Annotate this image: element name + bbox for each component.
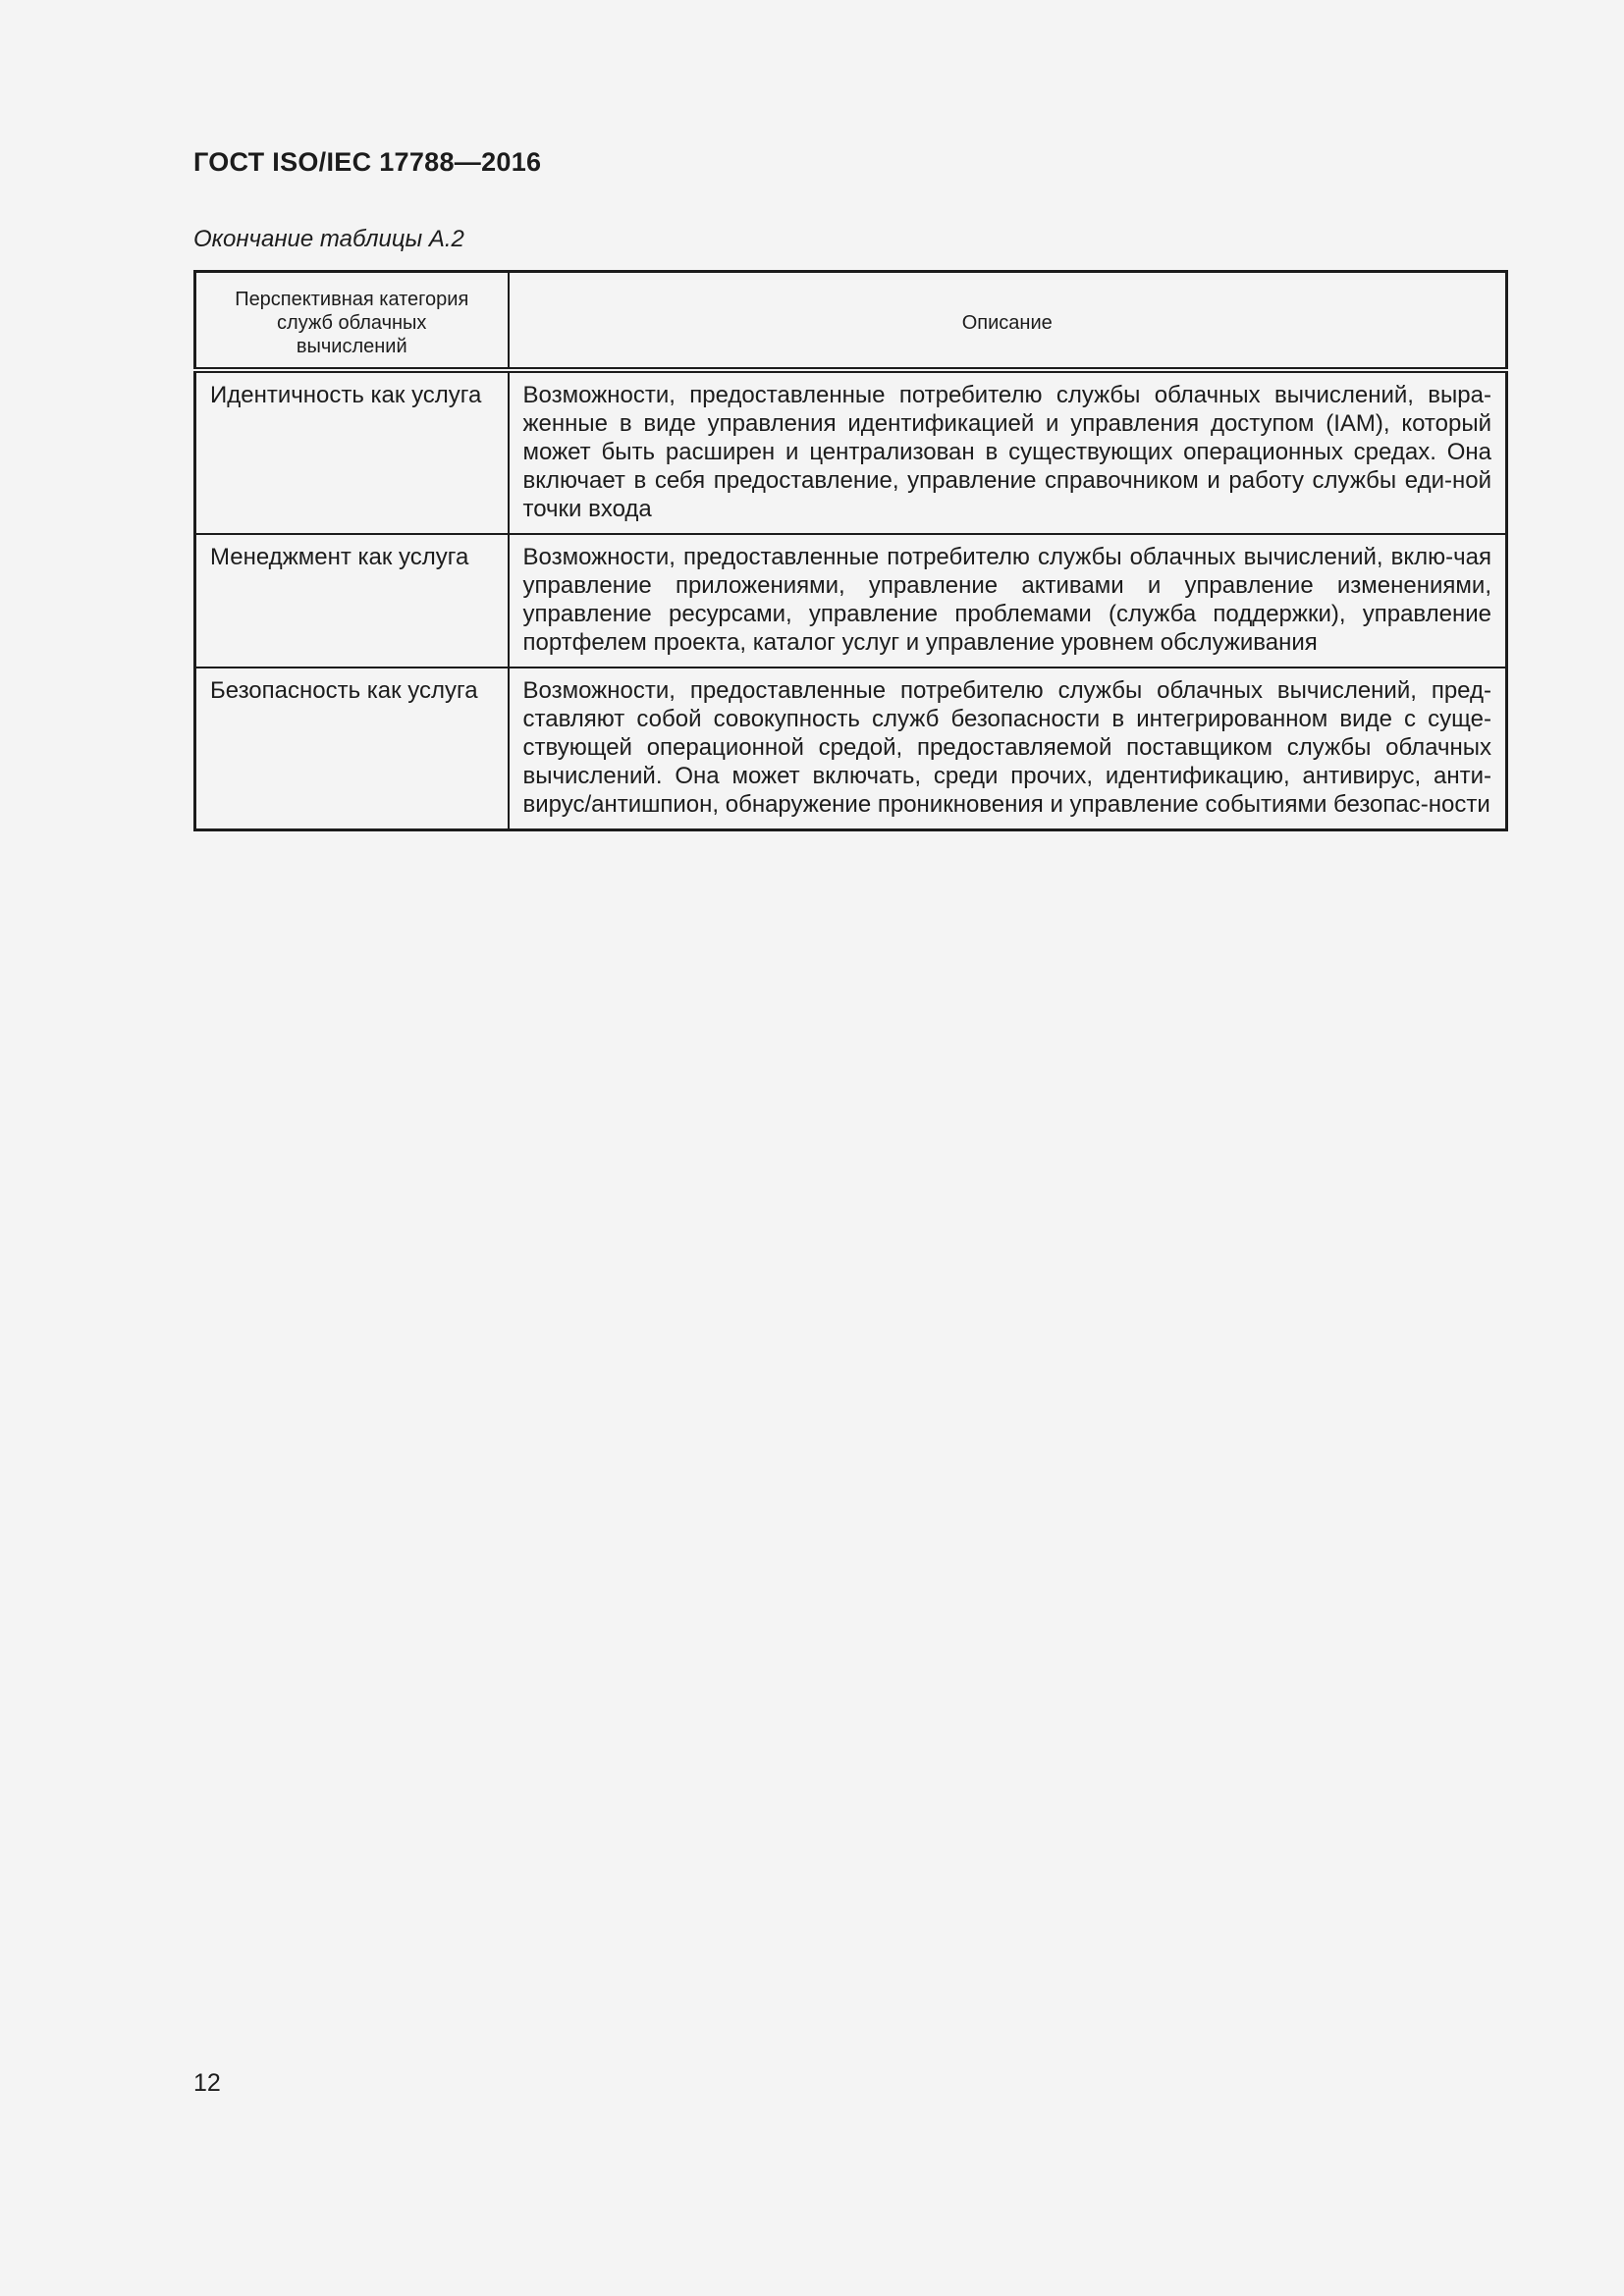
document-header: ГОСТ ISO/IEC 17788—2016: [193, 147, 542, 177]
services-table: [193, 270, 1508, 831]
row-category-cell: Идентичность как услуга: [195, 370, 509, 534]
table-row: [195, 370, 1507, 534]
table-container: [193, 270, 1508, 831]
row-category-cell: Безопасность как услуга: [195, 667, 509, 830]
column-header-category-line: служб облачных: [277, 312, 427, 334]
column-header-description: Описание: [509, 272, 1507, 371]
column-header-category: [195, 272, 509, 371]
row-description-cell: Возможности, предоставленные потребителю службы облачных вычислений, вклю-чая управление приложениями, управление активами и управление изменениями, управление ресурсами, управление проблемами (служба поддержки), управление портфелем проекта, каталог услуг и управление уровнем обслуживания: [509, 534, 1507, 667]
row-description-cell: Возможности, предоставленные потребителю службы облачных вычислений, пред-ставляют собой совокупность служб безопасности в интегрированном виде с суще-ствующей операционной средой, предоставляемой поставщиком службы облачных вычислений. Она может включать, среди прочих, идентификацию, антивирус, анти-вирус/антишпион, обнаружение проникновения и управление событиями безопас-ности: [509, 667, 1507, 830]
column-header-category-line: вычислений: [296, 336, 407, 357]
row-description-cell: Возможности, предоставленные потребителю службы облачных вычислений, выра-женные в виде управления идентификацией и управления доступом (IAM), который может быть расширен и централизован в существующих операционных средах. Она включает в себя предоставление, управление справочником и работу службы еди-ной точки входа: [509, 370, 1507, 534]
table-row: [195, 534, 1507, 667]
table-row: [195, 667, 1507, 830]
column-header-category-line: Перспективная категория: [235, 289, 469, 310]
row-category-cell: Менеджмент как услуга: [195, 534, 509, 667]
page-number: 12: [193, 2069, 221, 2097]
table-header-row: [195, 272, 1507, 371]
table-caption: Окончание таблицы А.2: [193, 226, 464, 252]
